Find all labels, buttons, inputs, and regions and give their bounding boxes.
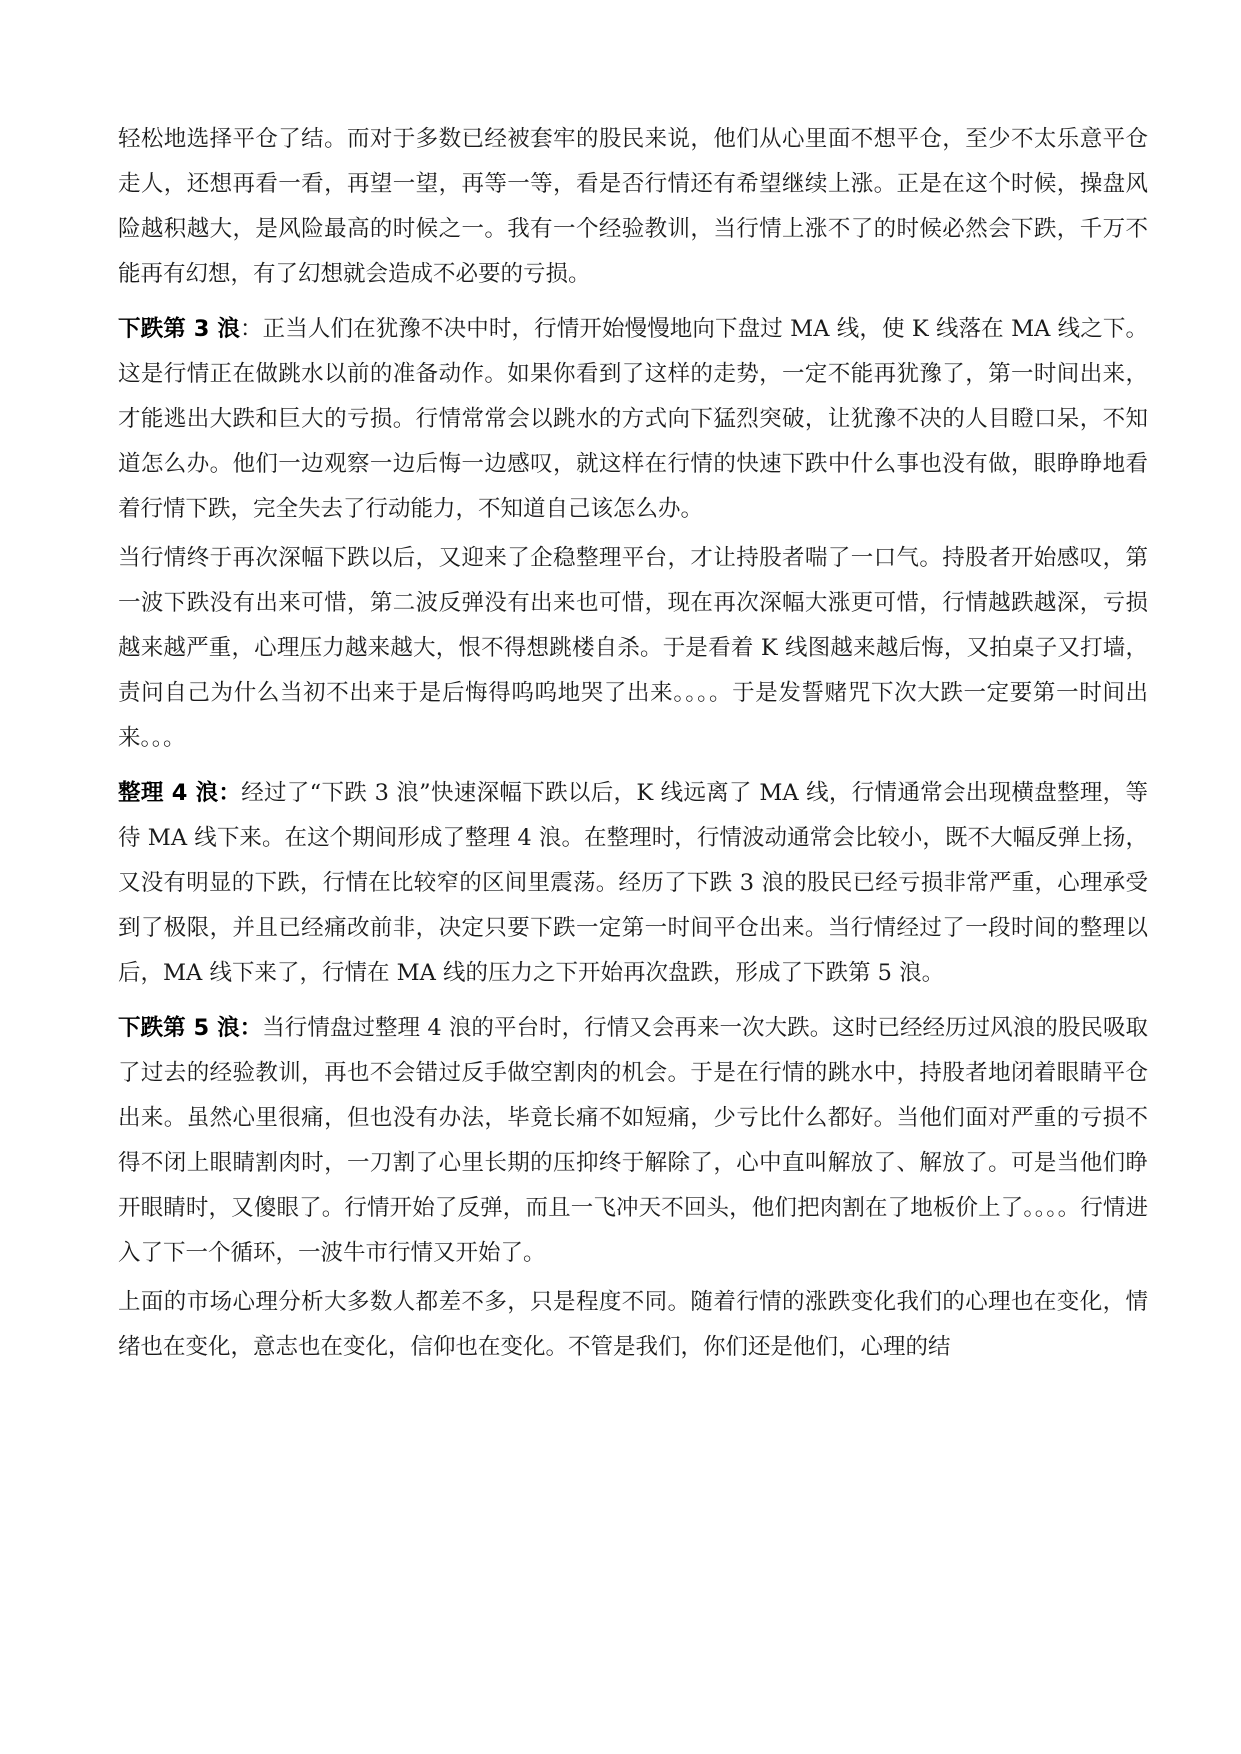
paragraph-wave-4 (118, 771, 1148, 996)
paragraph-intro (118, 117, 1148, 297)
paragraph-summary (118, 1280, 1148, 1370)
paragraph-wave-3 (118, 307, 1148, 532)
section-heading-wave-5: 下跌第 5 浪： (118, 1015, 263, 1041)
paragraph-text: 当行情终于再次深幅下跌以后，又迎来了企稳整理平台，才让持股者喘了一口气。持股者开始感叹，第一波下跌没有出来可惜，第二波反弹没有出来也可惜，现在再次深幅大涨更可惜，行情越跌越深，亏损越来越严重，心理压力越来越大，恨不得想跳楼自杀。于是看着 K 线图越来越后悔，又拍桌子又打墙，责问自己为什么当初不出来于是后悔得呜呜地哭了出来。。。。于是发誓赌咒下次大跌一定要第一时间出来。。。 (118, 545, 1148, 751)
document-page (118, 117, 1148, 1380)
paragraph-text: 经过了“下跌 3 浪”快速深幅下跌以后，K 线远离了 MA 线，行情通常会出现横盘整理，等待 MA 线下来。在这个期间形成了整理 4 浪。在整理时，行情波动通常会比较小，既不大幅反弹上扬，又没有明显的下跌，行情在比较窄的区间里震荡。经历了下跌 3 浪的股民已经亏损非常严重，心理承受到了极限，并且已经痛改前非，决定只要下跌一定第一时间平仓出来。当行情经过了一段时间的整理以后，MA 线下来了，行情在 MA 线的压力之下开始再次盘跌，形成了下跌第 5 浪。 (118, 780, 1148, 986)
paragraph-text: 当行情盘过整理 4 浪的平台时，行情又会再来一次大跌。这时已经经历过风浪的股民吸取了过去的经验教训，再也不会错过反手做空割肉的机会。于是在行情的跳水中，持股者地闭着眼睛平仓出来。虽然心里很痛，但也没有办法，毕竟长痛不如短痛，少亏比什么都好。当他们面对严重的亏损不得不闭上眼睛割肉时，一刀割了心里长期的压抑终于解除了，心中直叫解放了、解放了。可是当他们睁开眼睛时，又傻眼了。行情开始了反弹，而且一飞冲天不回头，他们把肉割在了地板价上了。。。。行情进入了下一个循环，一波牛市行情又开始了。 (118, 1015, 1148, 1266)
paragraph-wave-5 (118, 1006, 1148, 1276)
paragraph-aftermath (118, 536, 1148, 761)
paragraph-text: 轻松地选择平仓了结。而对于多数已经被套牢的股民来说，他们从心里面不想平仓，至少不太乐意平仓走人，还想再看一看，再望一望，再等一等，看是否行情还有希望继续上涨。正是在这个时候，操盘风险越积越大，是风险最高的时候之一。我有一个经验教训，当行情上涨不了的时候必然会下跌，千万不能再有幻想，有了幻想就会造成不必要的亏损。 (118, 126, 1148, 287)
paragraph-text: ：正当人们在犹豫不决中时，行情开始慢慢地向下盘过 MA 线，使 K 线落在 MA 线之下。这是行情正在做跳水以前的准备动作。如果你看到了这样的走势，一定不能再犹豫了，第一时间出来，才能逃出大跌和巨大的亏损。行情常常会以跳水的方式向下猛烈突破，让犹豫不决的人目瞪口呆，不知道怎么办。他们一边观察一边后悔一边感叹，就这样在行情的快速下跌中什么事也没有做，眼睁睁地看着行情下跌，完全失去了行动能力，不知道自己该怎么办。 (118, 316, 1148, 522)
paragraph-text: 上面的市场心理分析大多数人都差不多，只是程度不同。随着行情的涨跌变化我们的心理也在变化，情绪也在变化，意志也在变化，信仰也在变化。不管是我们，你们还是他们，心理的结 (118, 1289, 1148, 1360)
section-heading-wave-4: 整理 4 浪： (118, 780, 242, 806)
section-heading-wave-3: 下跌第 3 浪 (118, 316, 241, 342)
